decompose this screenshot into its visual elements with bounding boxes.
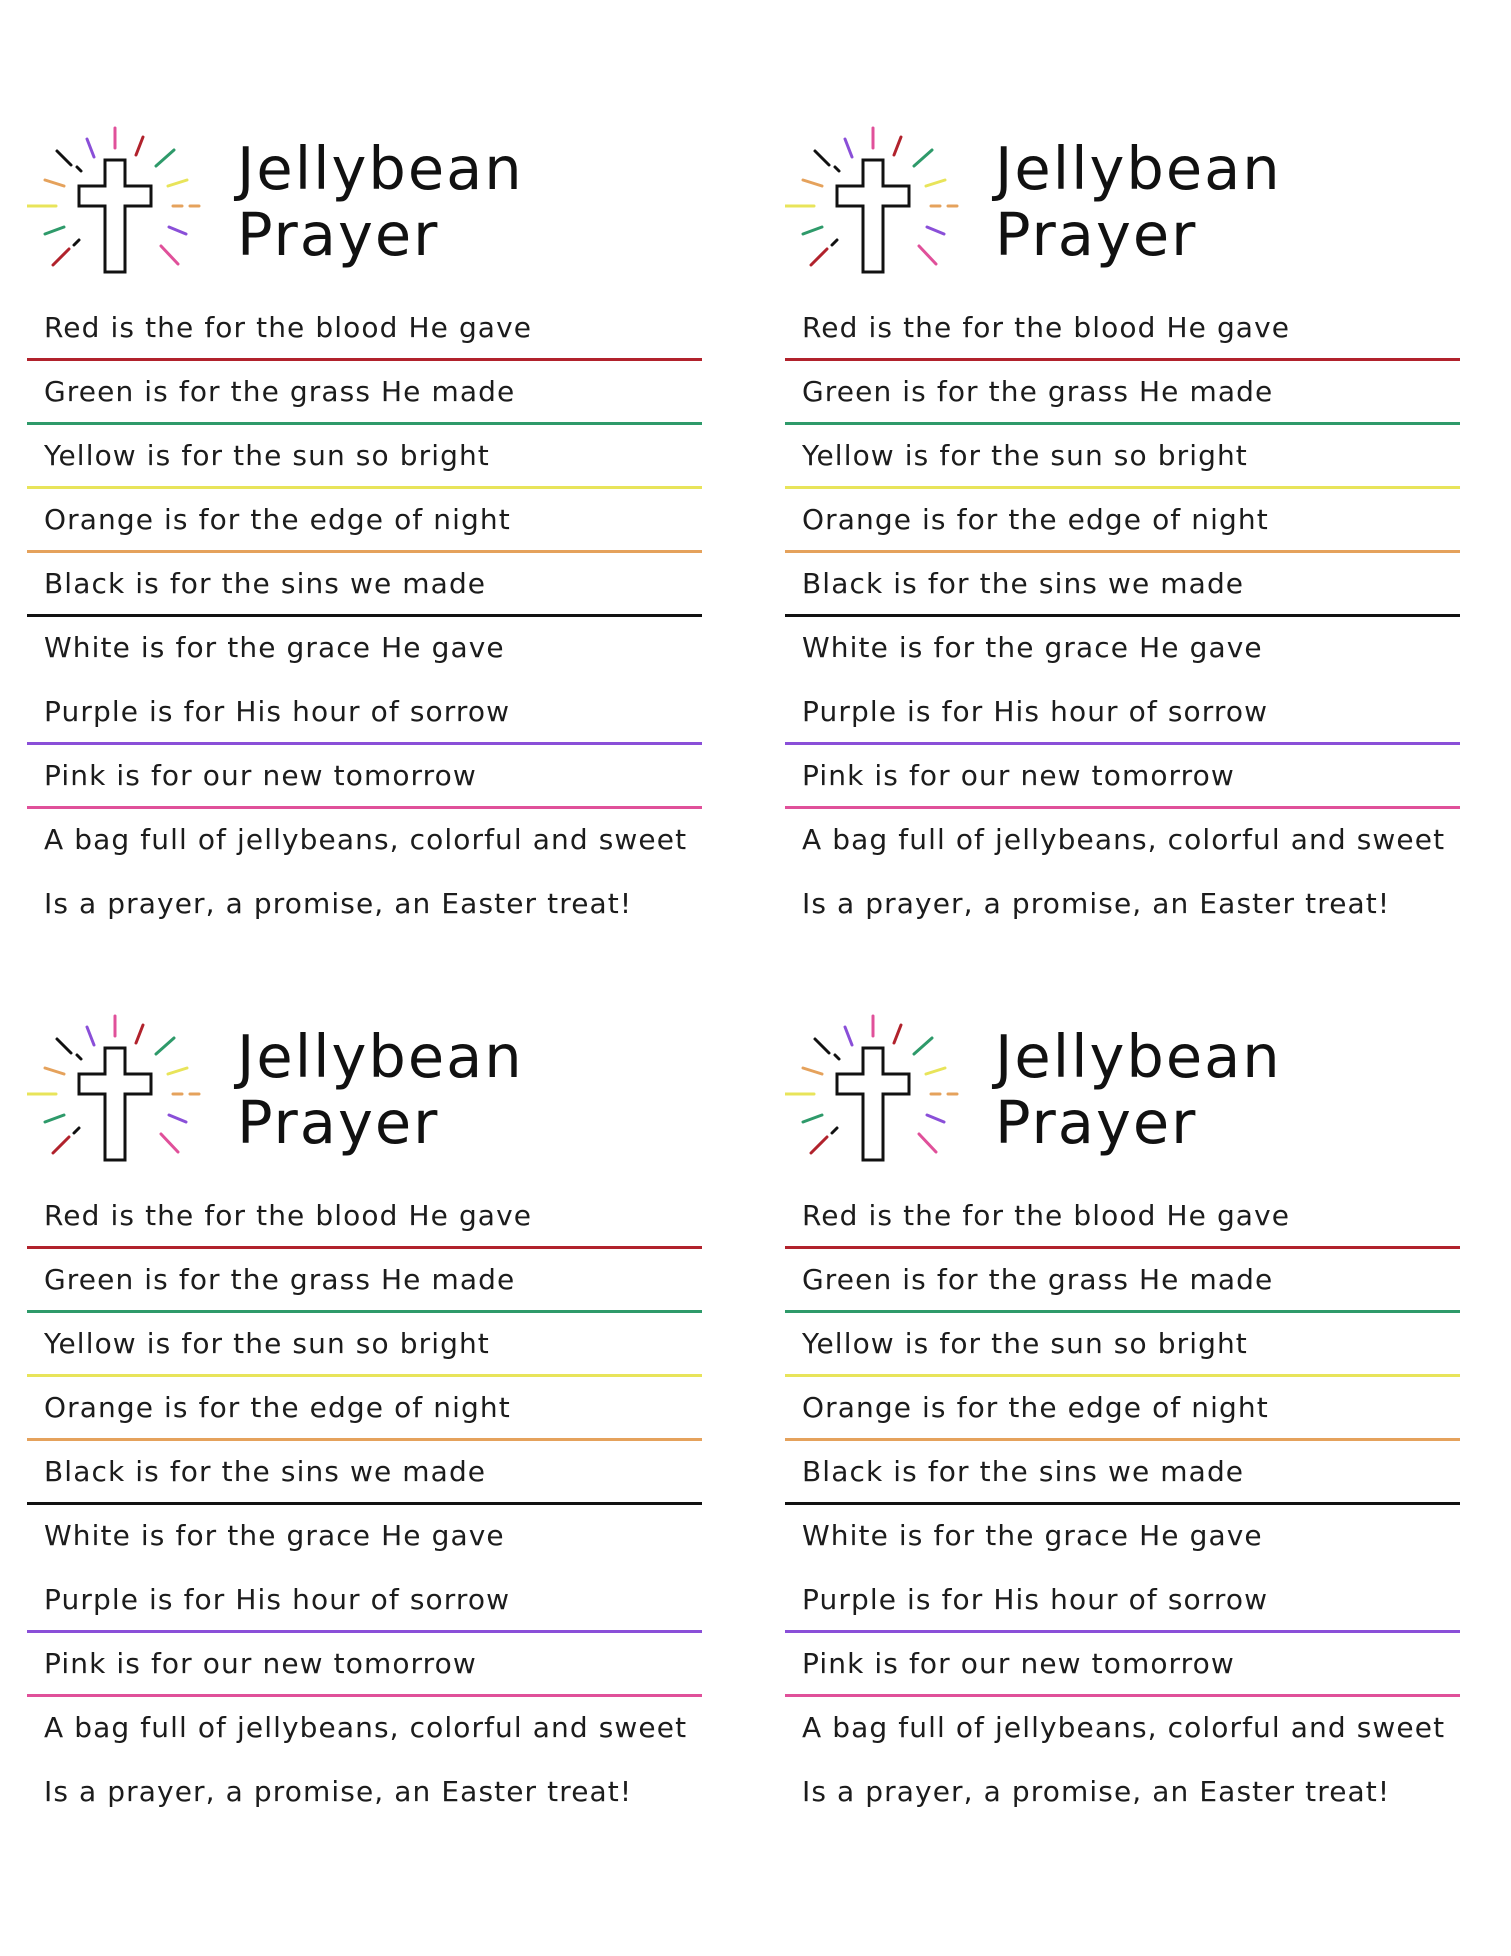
prayer-line-text: Red is the for the blood He gave (44, 1199, 533, 1232)
prayer-line-text: Yellow is for the sun so bright (802, 1327, 1248, 1360)
prayer-line-text: Black is for the sins we made (44, 1455, 487, 1488)
prayer-line-text: Green is for the grass He made (44, 1263, 516, 1296)
prayer-line-text: White is for the grace He gave (802, 631, 1263, 664)
prayer-line (785, 1505, 1465, 1569)
card-bottom-right (785, 998, 1465, 1858)
prayer-line-text: Is a prayer, a promise, an Easter treat! (44, 887, 633, 920)
prayer-line-text: Purple is for His hour of sorrow (44, 695, 511, 728)
cross-with-rays-icon (27, 998, 217, 1178)
title-line-1: Jellybean (237, 1022, 524, 1091)
prayer-line (27, 1633, 707, 1697)
prayer-line-text: Yellow is for the sun so bright (44, 439, 490, 472)
prayer-line (27, 873, 707, 937)
prayer-line (27, 1697, 707, 1761)
prayer-line (785, 425, 1465, 489)
prayer-line (27, 681, 707, 745)
card-header (785, 110, 1465, 290)
prayer-lines (785, 1185, 1465, 1825)
cross-with-rays-icon (27, 110, 217, 290)
title (237, 1024, 524, 1156)
prayer-line (27, 425, 707, 489)
prayer-line-text: Red is the for the blood He gave (802, 1199, 1291, 1232)
prayer-line (27, 1185, 707, 1249)
prayer-line (785, 681, 1465, 745)
prayer-line-text: Orange is for the edge of night (802, 1391, 1269, 1424)
card-top-left (27, 110, 707, 970)
prayer-line-text: Orange is for the edge of night (44, 1391, 511, 1424)
prayer-line (785, 617, 1465, 681)
prayer-line-text: Pink is for our new tomorrow (44, 759, 477, 792)
prayer-line (27, 361, 707, 425)
prayer-line (27, 809, 707, 873)
prayer-line-text: Purple is for His hour of sorrow (802, 695, 1269, 728)
prayer-line (27, 1761, 707, 1825)
prayer-line (27, 1249, 707, 1313)
prayer-line (785, 1441, 1465, 1505)
prayer-line (785, 1377, 1465, 1441)
title (995, 136, 1282, 268)
prayer-line-text: White is for the grace He gave (802, 1519, 1263, 1552)
title-line-2: Prayer (237, 1088, 440, 1157)
prayer-line (27, 1377, 707, 1441)
prayer-line-text: Black is for the sins we made (802, 1455, 1245, 1488)
prayer-line (785, 873, 1465, 937)
prayer-line (27, 617, 707, 681)
prayer-line-text: Black is for the sins we made (44, 567, 487, 600)
prayer-line-text: White is for the grace He gave (44, 1519, 505, 1552)
prayer-line-text: Yellow is for the sun so bright (802, 439, 1248, 472)
card-header (27, 110, 707, 290)
prayer-line (27, 745, 707, 809)
prayer-line-text: A bag full of jellybeans, colorful and sweet (44, 1711, 688, 1744)
prayer-line-text: Green is for the grass He made (44, 375, 516, 408)
prayer-line-text: Purple is for His hour of sorrow (44, 1583, 511, 1616)
prayer-line (27, 553, 707, 617)
card-header (785, 998, 1465, 1178)
title-line-1: Jellybean (995, 134, 1282, 203)
prayer-lines (785, 297, 1465, 937)
prayer-line (27, 1313, 707, 1377)
prayer-line-text: White is for the grace He gave (44, 631, 505, 664)
prayer-line-text: Pink is for our new tomorrow (802, 1647, 1235, 1680)
prayer-line (27, 489, 707, 553)
title (237, 136, 524, 268)
prayer-line (785, 745, 1465, 809)
prayer-line-text: Red is the for the blood He gave (44, 311, 533, 344)
prayer-line-text: Pink is for our new tomorrow (802, 759, 1235, 792)
prayer-line-text: Black is for the sins we made (802, 567, 1245, 600)
prayer-line (785, 1697, 1465, 1761)
prayer-line-text: Is a prayer, a promise, an Easter treat! (802, 887, 1391, 920)
prayer-line-text: A bag full of jellybeans, colorful and sweet (44, 823, 688, 856)
prayer-line-text: Purple is for His hour of sorrow (802, 1583, 1269, 1616)
prayer-line (785, 1633, 1465, 1697)
prayer-lines (27, 1185, 707, 1825)
prayer-line-text: Yellow is for the sun so bright (44, 1327, 490, 1360)
prayer-line-text: Pink is for our new tomorrow (44, 1647, 477, 1680)
prayer-line (785, 361, 1465, 425)
title (995, 1024, 1282, 1156)
cross-with-rays-icon (785, 998, 975, 1178)
prayer-line (27, 1441, 707, 1505)
prayer-line (785, 553, 1465, 617)
prayer-line-text: Orange is for the edge of night (802, 503, 1269, 536)
title-line-1: Jellybean (995, 1022, 1282, 1091)
prayer-line (785, 489, 1465, 553)
prayer-line (785, 1761, 1465, 1825)
card-bottom-left (27, 998, 707, 1858)
prayer-line-text: Green is for the grass He made (802, 1263, 1274, 1296)
prayer-line (27, 1569, 707, 1633)
prayer-lines (27, 297, 707, 937)
prayer-line-text: Orange is for the edge of night (44, 503, 511, 536)
prayer-line (785, 1569, 1465, 1633)
prayer-line (785, 1313, 1465, 1377)
title-line-2: Prayer (995, 200, 1198, 269)
cross-with-rays-icon (785, 110, 975, 290)
prayer-line (785, 809, 1465, 873)
title-line-2: Prayer (237, 200, 440, 269)
card-header (27, 998, 707, 1178)
prayer-line-text: Is a prayer, a promise, an Easter treat! (44, 1775, 633, 1808)
prayer-line-text: Is a prayer, a promise, an Easter treat! (802, 1775, 1391, 1808)
prayer-line-text: Red is the for the blood He gave (802, 311, 1291, 344)
prayer-line (785, 297, 1465, 361)
title-line-1: Jellybean (237, 134, 524, 203)
prayer-line (785, 1185, 1465, 1249)
prayer-line-text: A bag full of jellybeans, colorful and sweet (802, 823, 1446, 856)
prayer-line (27, 1505, 707, 1569)
card-top-right (785, 110, 1465, 970)
prayer-line (785, 1249, 1465, 1313)
prayer-line (27, 297, 707, 361)
title-line-2: Prayer (995, 1088, 1198, 1157)
prayer-line-text: Green is for the grass He made (802, 375, 1274, 408)
prayer-line-text: A bag full of jellybeans, colorful and sweet (802, 1711, 1446, 1744)
